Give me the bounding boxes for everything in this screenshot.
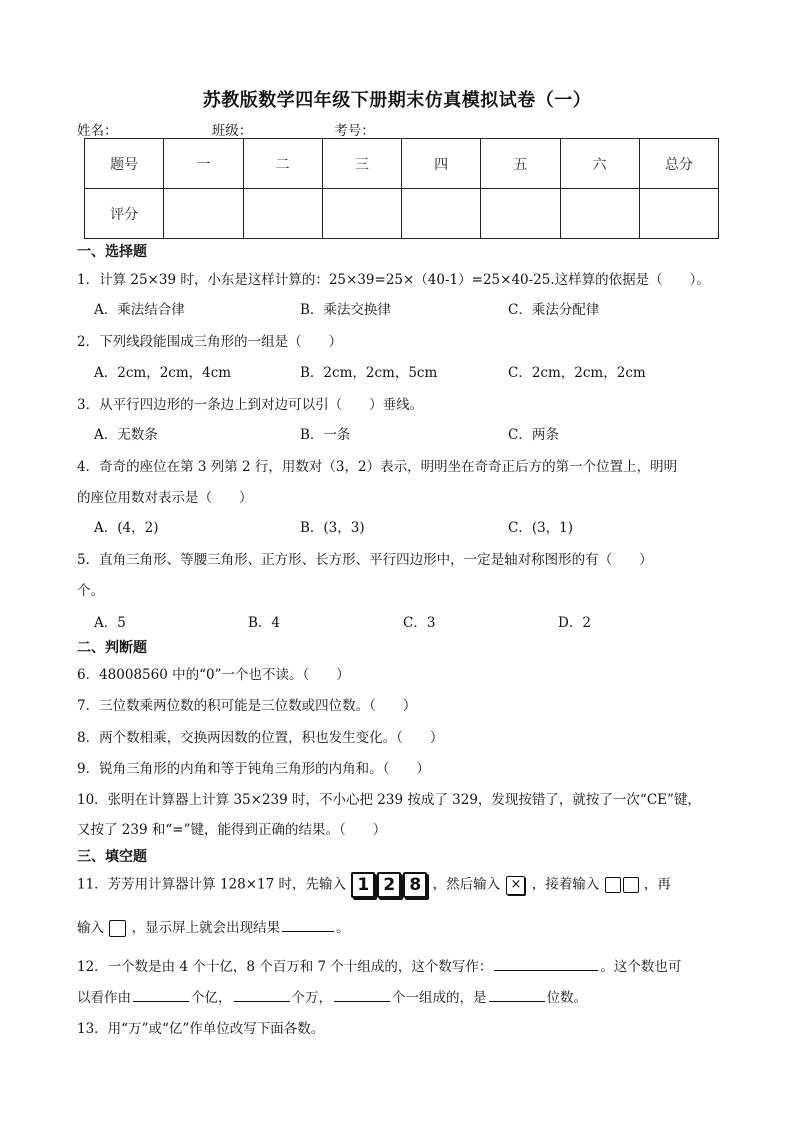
student-info — [77, 119, 455, 139]
score-header-cell: 总分 — [639, 139, 718, 189]
name-label: 姓名： — [77, 123, 118, 139]
q2-option-c[interactable]: C．2cm，2cm，2cm — [508, 365, 646, 381]
score-header-cell: 六 — [560, 139, 639, 189]
class-field[interactable] — [252, 124, 334, 139]
empty-key-box[interactable] — [623, 877, 639, 893]
question-8: 8．两个数相乘，交换两因数的位置，积也发生变化。（ ） — [77, 730, 444, 746]
q3-option-b[interactable]: B．一条 — [300, 427, 351, 443]
q11-text-a: 11．芳芳用计算器计算 128×17 时，先输入 — [77, 876, 347, 893]
score-header-cell: 四 — [402, 139, 481, 189]
score-cell[interactable] — [481, 189, 560, 239]
q3-option-c[interactable]: C．两条 — [508, 427, 559, 443]
q12-text-g: 位数。 — [546, 990, 587, 1006]
q4-option-b[interactable]: B．(3，3) — [300, 520, 365, 536]
question-13: 13．用“万”或“亿”作单位改写下面各数。 — [77, 1021, 325, 1037]
empty-key-box[interactable] — [605, 877, 621, 893]
question-10-line-1: 10．张明在计算器上计算 35×239 时，不小心把 239 按成了 329，发现按错了，就按了一次“CE”键， — [77, 792, 701, 808]
section-fill: 三、填空题 — [77, 849, 147, 865]
question-12-line-1 — [77, 955, 681, 975]
q12-text: 12．一个数是由 4 个十亿，8 个百万和 7 个十组成的，这个数写作： — [77, 959, 493, 975]
q12-text-e: 个万， — [291, 990, 332, 1006]
q11-text-b: ，然后输入 — [432, 876, 501, 893]
calculator-key-8: 8 — [403, 872, 427, 898]
answer-blank[interactable] — [494, 957, 598, 971]
score-table-score-row — [85, 189, 719, 239]
q12-text-f: 个一组成的，是 — [392, 990, 487, 1006]
q5-option-a[interactable]: A．5 — [94, 615, 126, 631]
q2-option-b[interactable]: B．2cm，2cm，5cm — [300, 365, 438, 381]
name-field[interactable] — [118, 124, 202, 139]
score-table — [84, 138, 719, 239]
section-judge: 二、判断题 — [77, 640, 147, 656]
page-title: 苏教版数学四年级下册期末仿真模拟试卷（一） — [202, 90, 592, 111]
section-choice: 一、选择题 — [77, 244, 147, 260]
q4-option-a[interactable]: A．(4，2) — [94, 520, 159, 536]
question-7: 7．三位数乘两位数的积可能是三位数或四位数。（ ） — [77, 698, 417, 714]
q1-option-a[interactable]: A．乘法结合律 — [94, 302, 185, 318]
question-5-line-2: 个。 — [77, 583, 104, 599]
q5-option-c[interactable]: C．3 — [403, 615, 436, 631]
calculator-key-1: 1 — [351, 872, 375, 898]
score-cell[interactable] — [164, 189, 243, 239]
score-cell[interactable] — [322, 189, 401, 239]
score-cell[interactable] — [639, 189, 718, 239]
score-row-label: 评分 — [85, 189, 164, 239]
question-6: 6．48008560 中的“0”一个也不读。（ ） — [77, 667, 350, 683]
q12-text-b: 。这个数也可 — [600, 959, 682, 975]
q11-text-d: ，再 — [643, 876, 671, 893]
q11-text-c: ，接着输入 — [531, 876, 600, 893]
score-cell[interactable] — [402, 189, 481, 239]
id-label: 考号： — [334, 123, 375, 139]
q1-option-b[interactable]: B．乘法交换律 — [300, 302, 391, 318]
question-12-line-2 — [77, 986, 587, 1006]
class-label: 班级： — [211, 123, 253, 139]
q4-option-c[interactable]: C．(3，1) — [508, 520, 574, 536]
score-header-cell: 三 — [322, 139, 401, 189]
question-3: 3．从平行四边形的一条边上到对边可以引（ ）垂线。 — [77, 397, 424, 413]
score-header-cell: 一 — [164, 139, 243, 189]
answer-blank[interactable] — [234, 988, 290, 1002]
question-9: 9．锐角三角形的内角和等于钝角三角形的内角和。（ ） — [77, 761, 430, 777]
score-header-cell: 二 — [243, 139, 322, 189]
answer-blank[interactable] — [334, 988, 390, 1002]
score-header-cell: 五 — [481, 139, 560, 189]
question-1: 1．计算 25×39 时，小东是这样计算的：25×39=25×（40-1）=25×40-25.这样算的依据是（ ）。 — [77, 272, 710, 288]
q12-text-d: 个亿， — [191, 990, 232, 1006]
question-4-line-2: 的座位用数对表示是（ ） — [77, 490, 253, 506]
q2-option-a[interactable]: A．2cm，2cm，4cm — [94, 365, 232, 381]
answer-blank[interactable] — [133, 988, 189, 1002]
score-cell[interactable] — [243, 189, 322, 239]
question-11-line-2 — [77, 916, 350, 937]
question-4-line-1: 4．奇奇的座位在第 3 列第 2 行，用数对（3，2）表示，明明坐在奇奇正后方的第一个位置上，明明 — [77, 459, 678, 475]
score-table-header-row — [85, 139, 719, 189]
q11-text-l2b: ，显示屏上就会出现结果 — [131, 920, 281, 936]
q11-text-l2c: 。 — [336, 920, 350, 936]
calculator-key-2: 2 — [377, 872, 401, 898]
q3-option-a[interactable]: A．无数条 — [94, 427, 158, 443]
q1-option-c[interactable]: C．乘法分配律 — [508, 302, 600, 318]
question-10-line-2: 又按了 239 和“=”键，能得到正确的结果。（ ） — [77, 822, 387, 838]
empty-key-box[interactable] — [109, 920, 126, 937]
score-cell[interactable] — [560, 189, 639, 239]
score-header-cell: 题号 — [85, 139, 164, 189]
answer-blank[interactable] — [282, 918, 334, 932]
id-field[interactable] — [375, 124, 455, 139]
q11-text-l2a: 输入 — [77, 920, 104, 936]
q5-option-b[interactable]: B．4 — [248, 615, 281, 631]
q5-option-d[interactable]: D．2 — [558, 615, 591, 631]
q12-text-c: 以看作由 — [77, 990, 131, 1006]
calculator-times-key: × — [506, 876, 525, 895]
question-11-line-1 — [77, 872, 671, 898]
question-5-line-1: 5．直角三角形、等腰三角形、正方形、长方形、平行四边形中，一定是轴对称图形的有（ ） — [77, 552, 653, 568]
answer-blank[interactable] — [489, 988, 545, 1002]
question-2: 2．下列线段能围成三角形的一组是（ ） — [77, 334, 343, 350]
